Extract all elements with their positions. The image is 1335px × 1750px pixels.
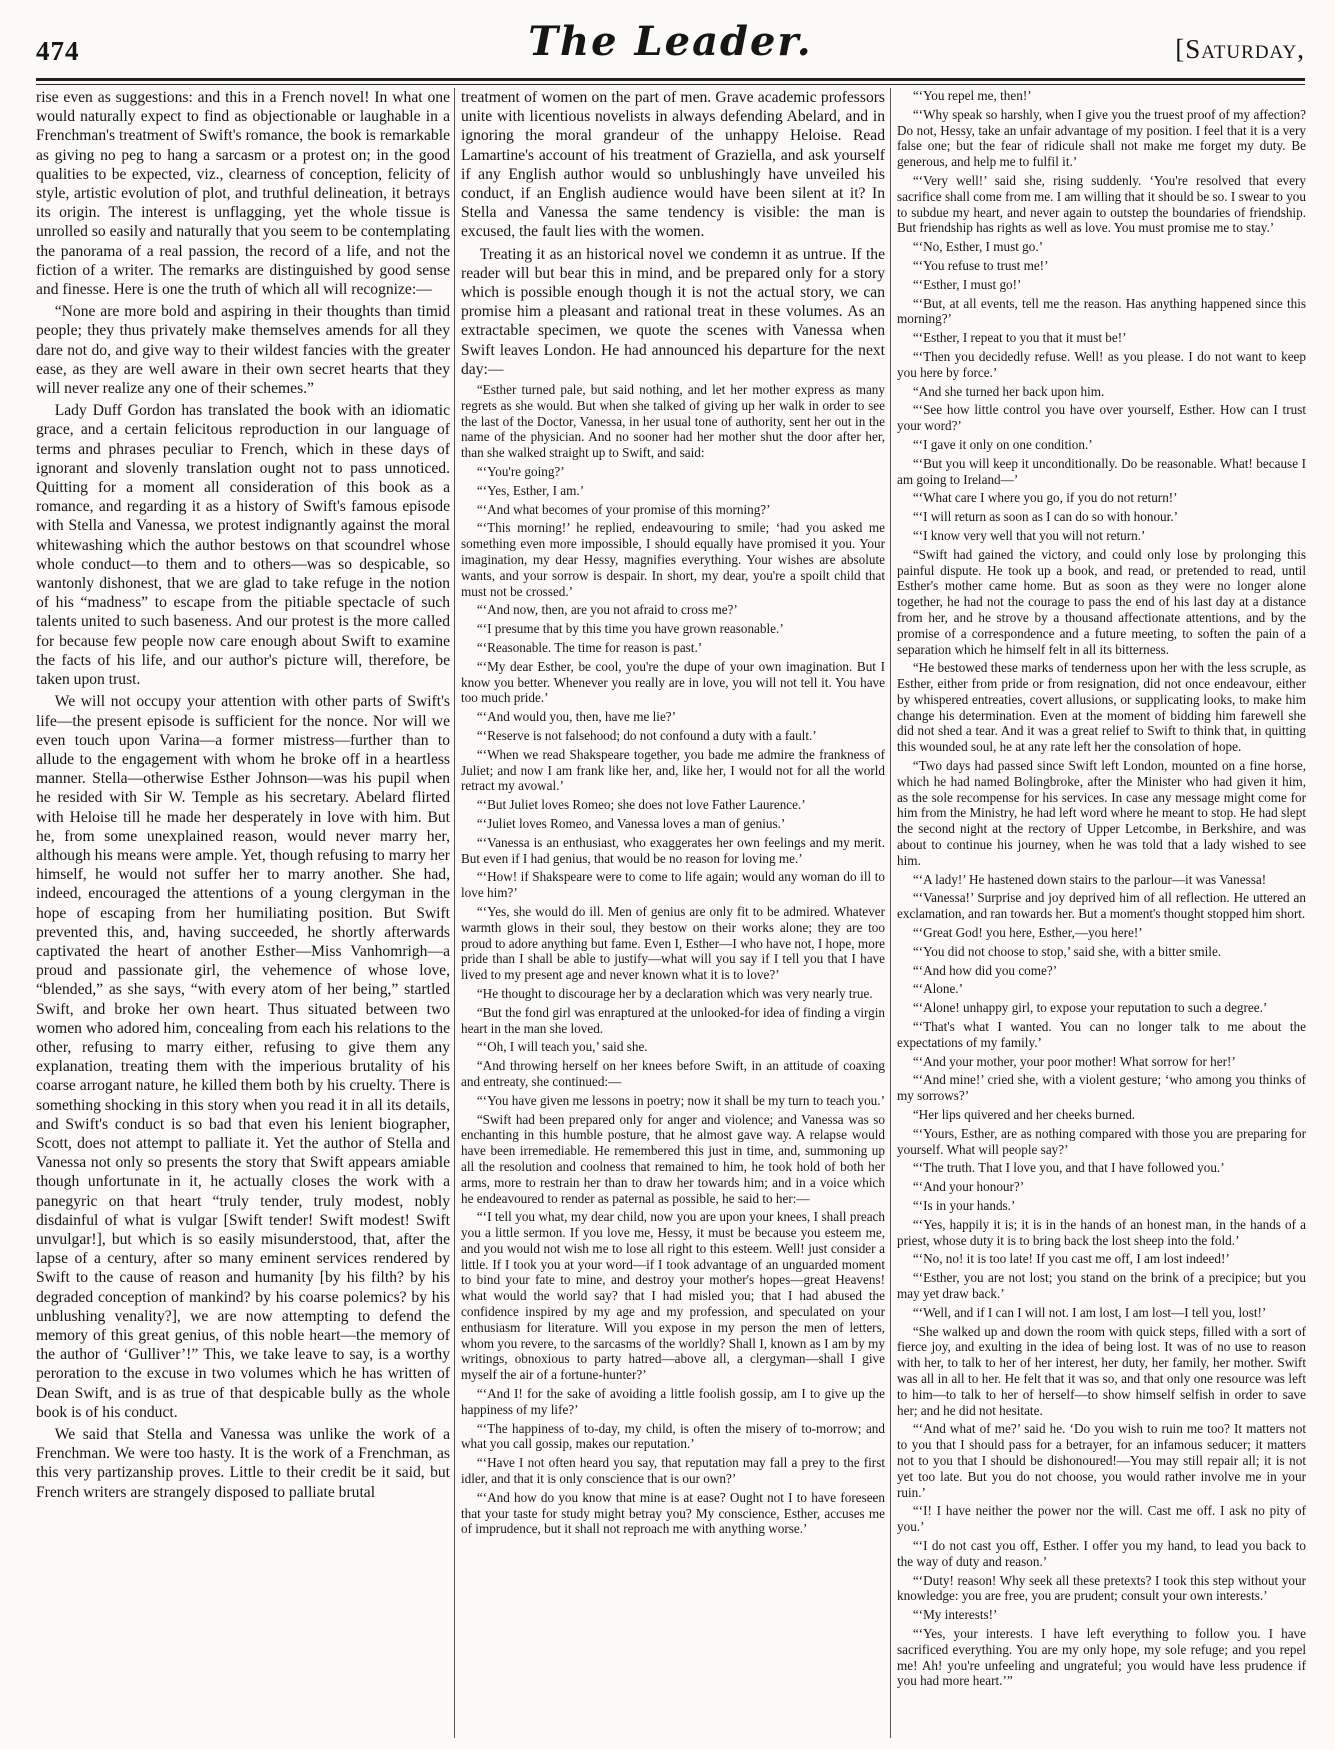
paragraph: “‘How! if Shakspeare were to come to life again; would any woman do ill to love him?’ bbox=[461, 869, 885, 901]
paragraph: “‘You repel me, then!’ bbox=[912, 88, 1032, 103]
paragraph: “None are more bold and aspiring in their thoughts than timid people; they thus privately make themselves amends for all they dare not do, and give way to their wildest fancies with the greater ease, as they are well aware in their own secret hearts that they will never realize any one of their schemes.” bbox=[36, 303, 450, 398]
paragraph: “‘Esther, I must go!’ bbox=[912, 276, 1022, 292]
paragraph: “‘You did not choose to stop,’ said she, with a bitter smile. bbox=[912, 943, 1222, 959]
paragraph: “‘But Juliet loves Romeo; she does not love Father Laurence.’ bbox=[476, 797, 806, 813]
paragraph: “‘And I! for the sake of avoiding a little foolish gossip, am I to give up the happiness of my life?’ bbox=[461, 1386, 885, 1417]
issue-day: [Saturday, bbox=[1175, 34, 1305, 64]
paragraph: “He thought to discourage her by a declaration which was very nearly true. bbox=[476, 985, 873, 1001]
paragraph: “‘But you will keep it unconditionally. Do be reasonable. What! because I am going to Ireland—’ bbox=[897, 455, 1306, 487]
column-2 bbox=[461, 88, 885, 1738]
paragraph: “‘And mine!’ cried she, with a violent gesture; ‘who among you thinks of my sorrows?’ bbox=[897, 1072, 1306, 1104]
paragraph: “‘Reasonable. The time for reason is past.’ bbox=[476, 640, 703, 655]
paragraph: Treating it as an historical novel we condemn it as untrue. If the reader will but bear this in mind, and be prepared only for a story which is possible enough though it is not the actual story, we can promise him a pleasant and rational treat in these volumes. As an extractable specimen, we quote the scenes with Vanessa when Swift leaves London. He had announced his departure for the next day:— bbox=[461, 245, 885, 378]
paragraph: “He bestowed these marks of tenderness upon her with the less scruple, as Esther, either from pride or from resignation, did not once endeavour, either by whispered entreaties, covert allusions, or supplicating looks, to make him change his determination. Even at the moment of bidding him farewell she did not shed a tear. And it was a great relief to Swift to think that, in quitting this wounded soul, he at any rate left her the consolation of hope. bbox=[897, 660, 1306, 755]
header-rule-thin bbox=[36, 84, 1305, 85]
paragraph: rise even as suggestions: and this in a French novel! In what one would naturally expect to find as objectionable or laughable in a Frenchman's treatment of Swift's romance, the book is remarkable as giving no peg to hang a sarcasm or a protest on; in the good qualities to be expected, viz., clearness of conception, felicity of style, artistic evolution of plot, and truthful delineation, it betrays its origin. The interest is unflagging, yet the whole tissue is unrolled so easily and naturally that you seem to be contemplating the panorama of a real passion, the record of a life, and not the fiction of a writer. The remarks are distinguished by good sense and finesse. Here is one the truth of which all will recognize:— bbox=[36, 89, 450, 299]
header-rule bbox=[36, 78, 1305, 81]
paragraph: “‘And what becomes of your promise of this morning?’ bbox=[476, 501, 771, 517]
paragraph: “She walked up and down the room with quick steps, filled with a sort of fierce joy, and exulting in the idea of being lost. It was of no use to reason with her, to talk to her of her interest, her duty, her family, her mother. Swift was all in all to her. He felt that it was so, and that only one resource was left to him—to talk to her of herself—to show himself selfish in order to save her; and he did not hesitate. bbox=[897, 1323, 1306, 1418]
paragraph: We will not occupy your attention with other parts of Swift's life—the present episode is sufficient for the nonce. Nor will we even touch upon Varina—a former mistress—further than to allude to the engagement with whom he broke off in a heartless manner. Stella—otherwise Esther Johnson—was his pupil when he resided with Sir W. Temple as his secretary. Abelard flirted with Heloise till he made her desperately in love with him. But he, from some unexplained reason, would never marry her, although his means were ample. Yet, though refusing to marry her himself, he would not suffer her to marry another. She had, indeed, encouraged the attentions of a young clergyman in the hope of escaping from her humiliating position. But Swift prevented this, and, having succeeded, he shortly afterwards captivated the heart of another Esther—Miss Vanhomrigh—a proud and passionate girl, the vehemence of whose love, “blended,” as she says, “with every atom of her being,” startled Swift, and broke her own heart. Thus situated between two women who adored him, concealing from each his relations to the other, refusing to marry either, refusing to give them any explanation, treating them with the imperious brutality of his coarse arrogant nature, he killed them both by his cruelty. There is something shocking in this story when you read it in all its details, and Swift's conduct is so bad that even his lenient biographer, Scott, does not attempt to palliate it. Yet the author of Stella and Vanessa not only so presents the story that Swift appears amiable though unfortunate in it, he actually closes the work with a panegyric on that heart “truly tender, truly modest, nobly disdainful of what is vulgar [Swift tender! Swift modest! Swift unvulgar!], but which is so easily misunderstood, that, after the lapse of a century, after so many eminent services rendered by Swift to the cause of reason and humanity [by his filth? by his degraded conception of mankind? by his coarse polemics? by his unblushing venality?], we are now attempting to defend the memory of this great genius, of this noble heart—the memory of the author of ‘Gulliver’!” This, we take leave to say, is a worthy peroration to the excuse in two volumes which he has written of Dean Swift, and is as true of that despicable bully as the whole book is of his conduct. bbox=[36, 693, 450, 1421]
paragraph: We said that Stella and Vanessa was unlike the work of a Frenchman. We were too hasty. It is the work of a Frenchman, as this very partizanship proves. Little to their credit be it said, but French writers are strangely disposed to palliate brutal bbox=[36, 1426, 450, 1501]
paragraph: treatment of women on the part of men. Grave academic professors unite with licentious novelists in always defending Abelard, and in ignoring the moral grandeur of the unhappy Heloise. Read Lamartine's account of his treatment of Graziella, and ask yourself if any English author would so unblushingly have unveiled his conduct, if an English audience would have been silent at it? In Stella and Vanessa the same tendency is visible: the man is excused, the fault lies with the women. bbox=[461, 89, 885, 241]
paragraph: “‘Yours, Esther, are as nothing compared with those you are preparing for yourself. What will people say?’ bbox=[897, 1125, 1306, 1157]
paragraph: “‘Have I not often heard you say, that reputation may fall a prey to the first idler, and that it is only conscience that is our own?’ bbox=[461, 1455, 885, 1487]
paragraph: “‘The truth. That I love you, and that I have followed you.’ bbox=[912, 1160, 1225, 1176]
paragraph: “‘This morning!’ he replied, endeavouring to smile; ‘had you asked me something even more impossible, I should equally have promised it you. Your imagination, my dear Hessy, magnifies everything. Your wishes are absolute wants, and your sorrow is despair. In short, my dear, you're a spoilt child that must not be crossed.’ bbox=[461, 520, 885, 599]
paragraph: “‘You have given me lessons in poetry; now it shall be my turn to teach you.’ bbox=[476, 1092, 885, 1108]
paragraph: “‘The happiness of to-day, my child, is often the misery of to-morrow; and what you call gossip, makes our reputation.’ bbox=[461, 1420, 885, 1452]
paragraph: “‘Vanessa!’ Surprise and joy deprived him of all reflection. He uttered an exclamation, and ran towards her. But a moment's thought stopped him short. bbox=[897, 890, 1306, 922]
paragraph: “‘Yes, happily it is; it is in the hands of an honest man, in the hands of a priest, whose duty it is to bring back the lost sheep into the fold.’ bbox=[897, 1216, 1306, 1248]
paragraph: “‘And how did you come?’ bbox=[912, 962, 1058, 978]
column-3 bbox=[897, 88, 1306, 1738]
paragraph: “‘I will return as soon as I can do so with honour.’ bbox=[912, 509, 1178, 525]
paragraph: “‘Esther, I repeat to you that it must be!’ bbox=[912, 330, 1127, 346]
paragraph: “‘I presume that by this time you have grown reasonable.’ bbox=[476, 621, 784, 637]
paragraph: “‘What care I where you go, if you do not return!’ bbox=[912, 490, 1178, 506]
paragraph: “‘No, no! it is too late! If you cast me off, I am lost indeed!’ bbox=[912, 1251, 1230, 1267]
paragraph: “‘Well, and if I can I will not. I am lost, I am lost—I tell you, lost!’ bbox=[912, 1304, 1267, 1320]
paragraph: “And she turned her back upon him. bbox=[912, 383, 1105, 399]
paragraph: “And throwing herself on her knees before Swift, in an attitude of coaxing and entreaty, she continued:— bbox=[461, 1058, 885, 1089]
paragraph: “‘I tell you what, my dear child, now you are upon your knees, I shall preach you a little sermon. If you love me, Hessy, it must be because you esteem me, and you would not wish me to lose all right to this esteem. Well! just consider a little. If I took you at your word—if I took advantage of an unguarded moment to bind your fate to mine, and destroy your mother's hopes—great Heavens! what would the world say? that I had misled you; that I had abused the confidence inspired by my age and my profession, and speculated on your enthusiasm for literature. Will you expose in my person the men of letters, whom you revere, to the sarcasms of the worldly? Shall I, known as I am by my writings, obnoxious to party hatred—above all, a clergyman—shall I give myself the air of a fortune-hunter?’ bbox=[461, 1209, 885, 1383]
paragraph: “‘My dear Esther, be cool, you're the dupe of your own imagination. But I know you better. Whenever you really are in love, you will not tell it. You have too much pride.’ bbox=[461, 658, 885, 706]
paragraph: “‘And now, then, are you not afraid to cross me?’ bbox=[476, 602, 738, 618]
paragraph: “But the fond girl was enraptured at the unlooked-for idea of finding a virgin heart in the man she loved. bbox=[461, 1004, 885, 1036]
paragraph: “‘No, Esther, I must go.’ bbox=[912, 239, 1044, 255]
column-1 bbox=[36, 88, 450, 1738]
paragraph: “‘Why speak so harshly, when I give you the truest proof of my affection? Do not, Hessy, take an unfair advantage of my position. I feel that it is a very false one; but the fear of ridicule shall not make me forget my duty. Be generous, and help me to fulfil it.’ bbox=[897, 106, 1306, 170]
paragraph: “‘That's what I wanted. You can no longer talk to me about the expectations of my family.’ bbox=[897, 1019, 1306, 1050]
paragraph: “‘Very well!’ said she, rising suddenly. ‘You're resolved that every sacrifice shall come from me. I am willing that it should be so. I swear to you to subdue my heart, and never again to outstep the boundaries of friendship. But friendship has rights as well as love. You must promise me to stay.’ bbox=[897, 172, 1306, 236]
paragraph: “‘And what of me?’ said he. ‘Do you wish to ruin me too? It matters not to you that I should pass for a betrayer, for an infamous seducer; it matters not to you that I should be dishonoured!—You may still repair all; it is not yet too late. But you do not choose, you would rather involve me in your ruin.’ bbox=[897, 1421, 1306, 1500]
paragraph: “‘Reserve is not falsehood; do not confound a duty with a fault.’ bbox=[476, 727, 817, 743]
paragraph: “‘When we read Shakspeare together, you bade me admire the frankness of Juliet; and now I am frank like her, and, like her, I would not for all the world retract my avowal.’ bbox=[461, 746, 885, 794]
paragraph: “‘Is in your hands.’ bbox=[912, 1198, 1016, 1213]
paragraph: “‘Great God! you here, Esther,—you here!’ bbox=[912, 925, 1143, 941]
paragraph: “‘I gave it only on one condition.’ bbox=[912, 436, 1093, 452]
paragraph: “‘And would you, then, have me lie?’ bbox=[476, 709, 677, 725]
paragraph: “‘Yes, Esther, I am.’ bbox=[476, 482, 585, 498]
paragraph: “‘I do not cast you off, Esther. I offer you my hand, to lead you back to the way of duty and reason.’ bbox=[897, 1537, 1306, 1569]
paragraph: “‘And how do you know that mine is at ease? Ought not I to have foreseen that your taste for study might betray you? My conscience, Esther, accuses me of imprudence, but it shall not reproach me with anything worse.’ bbox=[461, 1489, 885, 1537]
paragraph: “‘But, at all events, tell me the reason. Has anything happened since this morning?’ bbox=[897, 295, 1306, 327]
paragraph: “Esther turned pale, but said nothing, and let her mother express as many regrets as she would. But when she talked of giving up her walk in order to see the last of the Doctor, Vanessa, in her usual tone of authority, sent her out in the name of the physician. And no sooner had her mother shut the door after her, than she walked straight up to Swift, and said: bbox=[461, 382, 885, 461]
paragraph: Lady Duff Gordon has translated the book with an idiomatic grace, and a certain felicitous reproduction in our language of terms and phrases peculiar to French, which in these days of ignorant and slovenly translation ought not to pass unnoticed. Quitting for a moment all consideration of this book as a romance, and regarding it as a history of Swift's famous episode with Stella and Vanessa, we protest indignantly against the moral whitewashing which the author bestows on that scoundrel whose whole conduct—to them and to others—was so despicable, so wantonly dishonest, that we are glad to take refuge in the notion of his “madness” to escape from the pitiable spectacle of such talents united to such baseness. And our protest is the more called for because few people now care enough about Swift to examine the facts of his life, and our author's picture will, therefore, be taken upon trust. bbox=[36, 402, 450, 689]
paragraph: “‘See how little control you have over yourself, Esther. How can I trust your word?’ bbox=[897, 402, 1306, 434]
article-columns bbox=[36, 88, 1306, 1738]
paragraph: “‘You're going?’ bbox=[476, 464, 565, 480]
paragraph: “‘Yes, your interests. I have left everything to follow you. I have sacrificed everything. You are my only hope, my sole refuge; and you repel me! Ah! you're unfeeling and ungrateful; you would have less prudence if you had more heart.’” bbox=[897, 1625, 1306, 1689]
paragraph: “‘Duty! reason! Why seek all these pretexts? I took this step without your knowledge: you are free, you are prudent; consult your own interests.’ bbox=[897, 1572, 1306, 1604]
paragraph: “‘And your honour?’ bbox=[912, 1179, 1025, 1195]
paragraph: “‘Alone.’ bbox=[912, 981, 963, 997]
paragraph: “‘Vanessa is an enthusiast, who exaggerates her own feelings and my merit. But even if I had genius, that would be no reason for loving me.’ bbox=[461, 834, 885, 866]
paragraph: “‘Juliet loves Romeo, and Vanessa loves a man of genius.’ bbox=[476, 815, 786, 831]
paragraph: “‘You refuse to trust me!’ bbox=[912, 257, 1049, 273]
newspaper-title: The Leader. bbox=[528, 18, 813, 65]
column-divider bbox=[890, 88, 891, 1738]
column-divider bbox=[454, 88, 455, 1738]
paragraph: “‘Oh, I will teach you,’ said she. bbox=[476, 1039, 648, 1055]
paragraph: “‘I know very well that you will not return.’ bbox=[912, 527, 1146, 543]
paragraph: “‘I! I have neither the power nor the will. Cast me off. I ask no pity of you.’ bbox=[897, 1503, 1306, 1535]
paragraph: “Swift had gained the victory, and could only lose by prolonging this painful dispute. He took up a book, and read, or pretended to read, until Esther's mother came home. But as soon as they were no longer alone together, he had not the courage to pass the end of his last day at a distance from her, and he strove by a thousand affectionate attentions, and by the promise of a correspondence and a future meeting, to soften the pain of a separation which he himself felt in all its bitterness. bbox=[897, 546, 1306, 657]
paragraph: “Swift had been prepared only for anger and violence; and Vanessa was so enchanting in this humble posture, that he almost gave way. A relapse would have been irremediable. He remembered this just in time, and, summoning up all the resolution and coolness that remained to him, he took hold of both her arms, more to restrain her than to draw her towards him; and in a voice which he endeavoured to render as paternal as possible, he said to her:— bbox=[461, 1111, 885, 1206]
masthead bbox=[36, 14, 1305, 78]
paragraph: “‘Alone! unhappy girl, to expose your reputation to such a degree.’ bbox=[912, 1000, 1268, 1016]
page-number: 474 bbox=[36, 36, 80, 66]
paragraph: “‘A lady!’ He hastened down stairs to the parlour—it was Vanessa! bbox=[912, 871, 1267, 887]
paragraph: “Two days had passed since Swift left London, mounted on a fine horse, which he had named Bolingbroke, after the Minister who had given it him, as the sole recompense for his services. In case any message might come for him from the Ministry, he had left word where he meant to stop. He had slept the second night at the rectory of Upper Letcombe, in Berkshire, and was about to continue his journey, when he was told that a lady wished to see him. bbox=[897, 758, 1306, 868]
paragraph: “‘Esther, you are not lost; you stand on the brink of a precipice; but you may yet draw back.’ bbox=[897, 1270, 1306, 1301]
paragraph: “Her lips quivered and her cheeks burned. bbox=[912, 1107, 1136, 1123]
paragraph: “‘Then you decidedly refuse. Well! as you please. I do not want to keep you here by force.’ bbox=[897, 348, 1306, 380]
paragraph: “‘My interests!’ bbox=[912, 1607, 998, 1623]
paragraph: “‘And your mother, your poor mother! What sorrow for her!’ bbox=[912, 1053, 1236, 1069]
paragraph: “‘Yes, she would do ill. Men of genius are only fit to be admired. Whatever warmth glows in their soul, they bestow on their works alone; they are too proud to adore anything but fame. Even I, Esther—I who have not, I hope, more pride than I shall be able to justify—what will you say if I tell you that I have lived to my present age and never known what it is to love?’ bbox=[461, 903, 885, 983]
